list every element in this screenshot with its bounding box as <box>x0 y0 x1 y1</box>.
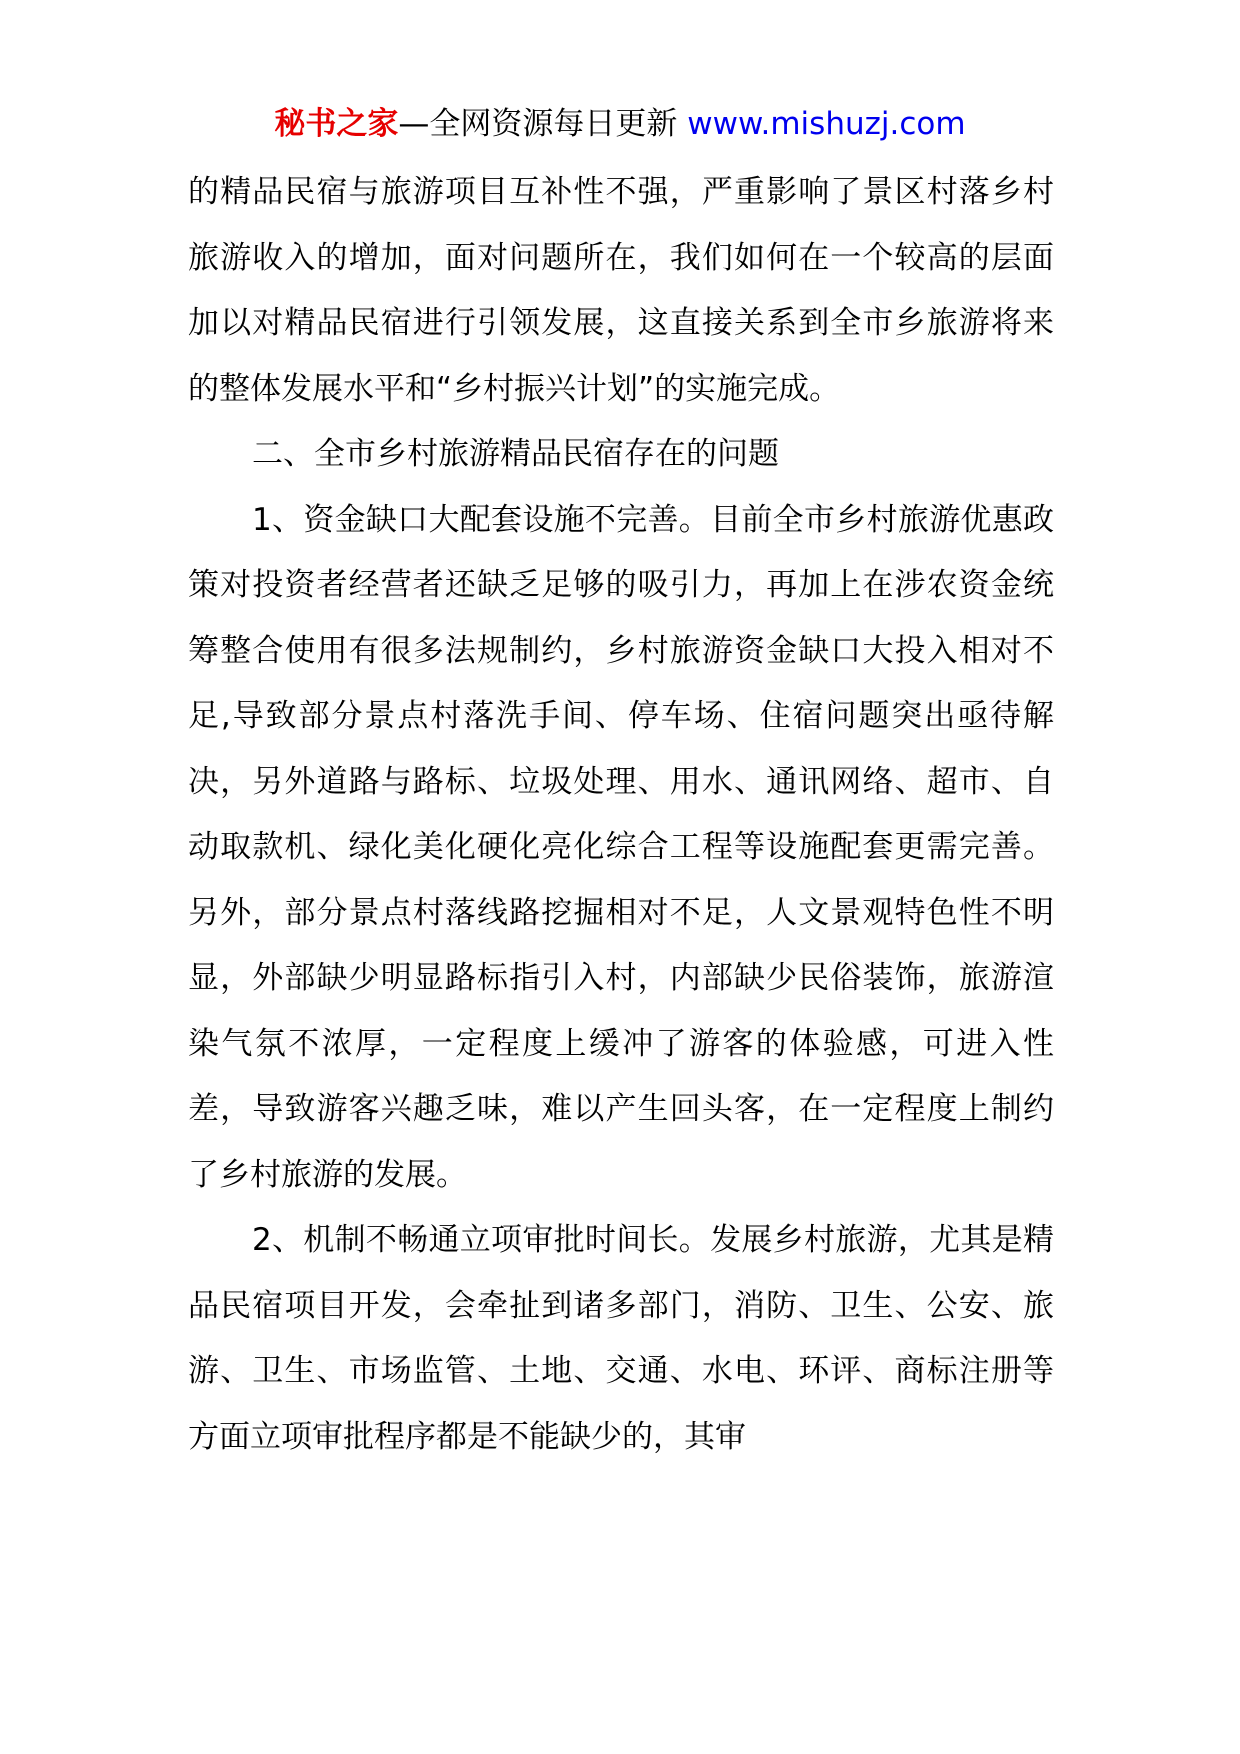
paragraph-approval-process: 2、机制不畅通立项审批时间长。发展乡村旅游，尤其是精品民宿项目开发，会牵扯到诸多部门，消防、卫生、公安、旅游、卫生、市场监管、土地、交通、水电、环评、商标注册等方面立项审批程序都是不能缺少的，其审 <box>188 1222 1054 1455</box>
continuation-paragraph: 的精品民宿与旅游项目互补性不强，严重影响了景区村落乡村旅游收入的增加，面对问题所在，我们如何在一个较高的层面加以对精品民宿进行引领发展，这直接关系到全市乡旅游将来的整体发展水平和“乡村振兴计划”的实施完成。 <box>188 174 1054 407</box>
document-body <box>188 160 1054 1470</box>
site-header <box>0 102 1240 146</box>
site-slogan: —全网资源每日更新 <box>398 106 678 142</box>
section-heading: 二、全市乡村旅游精品民宿存在的问题 <box>252 436 779 472</box>
site-url-link[interactable]: www.mishuzj.com <box>687 106 966 142</box>
site-brand: 秘书之家 <box>274 106 399 142</box>
paragraph-funding-gap: 1、资金缺口大配套设施不完善。目前全市乡村旅游优惠政策对投资者经营者还缺乏足够的吸引力，再加上在涉农资金统筹整合使用有很多法规制约，乡村旅游资金缺口大投入相对不足,导致部分景点村落洗手间、停车场、住宿问题突出亟待解决，另外道路与路标、垃圾处理、用水、通讯网络、超市、自动取款机、绿化美化硬化亮化综合工程等设施配套更需完善。另外，部分景点村落线路挖掘相对不足，人文景观特色性不明显，外部缺少明显路标指引入村，内部缺少民俗装饰，旅游渲染气氛不浓厚，一定程度上缓冲了游客的体验感，可进入性差，导致游客兴趣乏味，难以产生回头客，在一定程度上制约了乡村旅游的发展。 <box>188 501 1054 1193</box>
